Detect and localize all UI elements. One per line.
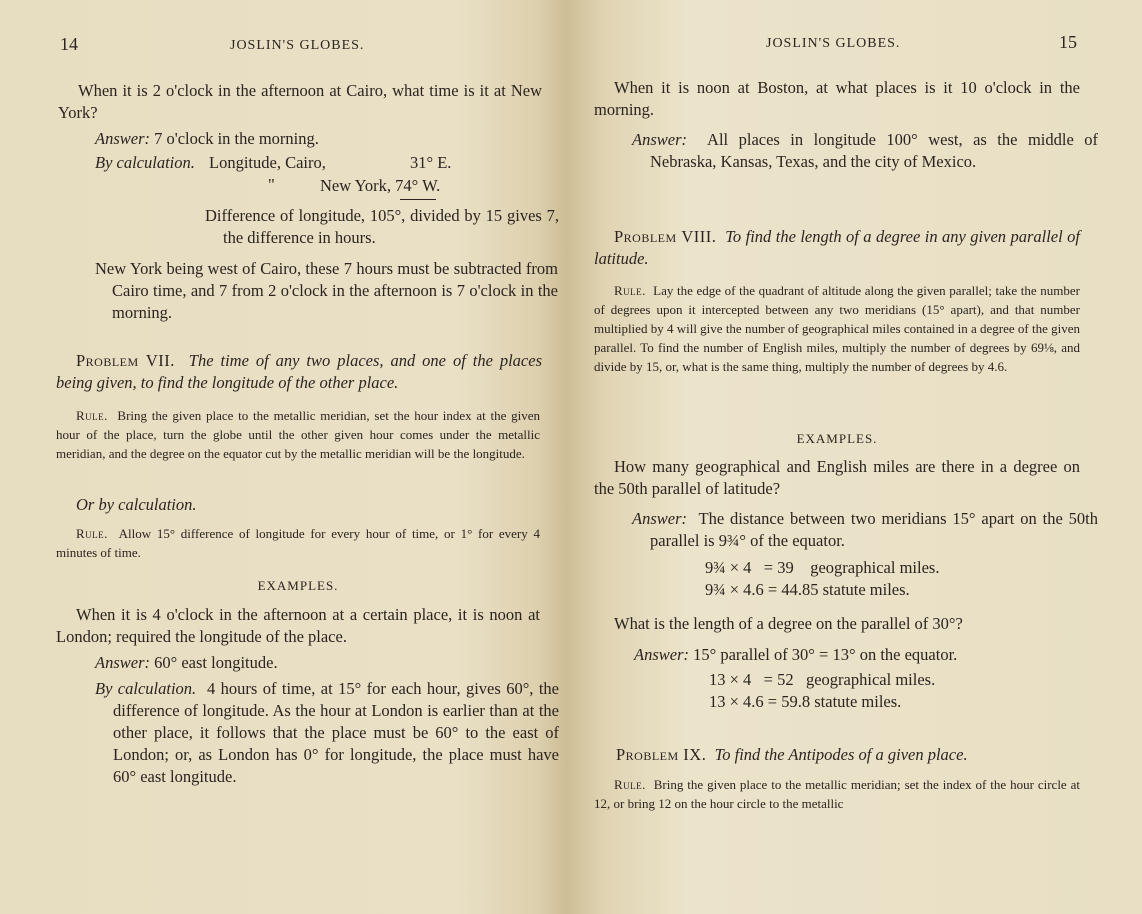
- question: When it is noon at Boston, at what places is it 10 o'clock in the morning.: [594, 78, 1080, 119]
- problem-title: To find the Antipodes of a given place.: [714, 745, 968, 764]
- rule-label: Rule.: [76, 408, 108, 423]
- problem-heading: [56, 350, 542, 394]
- rule-paragraph: [594, 775, 1080, 813]
- rule-label: Rule.: [76, 526, 108, 541]
- rule-text: Bring the given place to the metallic meridian, set the hour index at the given hour of the place, turn the globe until the other given hour comes under the metallic meridian, and the degree on the equator cut by the metallic meridian will be the longitude.: [56, 408, 541, 461]
- calc-value: 31° E.: [410, 153, 452, 172]
- question: When it is 2 o'clock in the afternoon at Cairo, what time is it at New York?: [58, 81, 542, 122]
- rule-text: Allow 15° difference of longitude for every hour of time, or 1° for every 4 minutes of time.: [56, 526, 540, 560]
- equation-line: 13 × 4 = 52 geographical miles.: [709, 670, 936, 689]
- left-page: [0, 0, 568, 914]
- problem-title: To find the length of a degree in any given parallel of latitude.: [594, 227, 1080, 268]
- rule-paragraph: [594, 281, 1080, 376]
- calculation-label: By calculation.: [95, 679, 197, 698]
- rule-label: Rule.: [614, 283, 646, 298]
- answer: [95, 652, 278, 674]
- examples-heading: EXAMPLES.: [257, 578, 339, 593]
- calculation-line: New York, 74° W.: [320, 176, 441, 195]
- answer-label: Answer:: [632, 130, 687, 149]
- question: When it is 4 o'clock in the afternoon at a certain place, it is noon at London; required the longitude of the place.: [56, 605, 540, 646]
- answer-text: 60° east longitude.: [154, 653, 278, 672]
- answer: [95, 128, 319, 150]
- running-head: JOSLIN'S GLOBES.: [230, 38, 365, 53]
- rule-paragraph: [56, 524, 540, 562]
- problem-heading: [616, 744, 1080, 766]
- answer-text: 15° parallel of 30° = 13° on the equator.: [693, 645, 958, 664]
- answer: [632, 508, 1098, 552]
- rule-paragraph: [56, 406, 540, 463]
- calc-place: Longitude, Cairo,: [209, 153, 326, 172]
- problem-heading: [594, 226, 1080, 270]
- answer-label: Answer:: [95, 653, 150, 672]
- rule-label: Rule.: [614, 777, 646, 792]
- answer-text: The distance between two meridians 15° apart on the 50th parallel is 9¾° of the equator.: [650, 509, 1099, 550]
- answer-label: Answer:: [632, 509, 687, 528]
- question: What is the length of a degree on the parallel of 30°?: [614, 614, 963, 633]
- answer-label: Answer:: [634, 645, 689, 664]
- calculation-text: 4 hours of time, at 15° for each hour, gives 60°, the difference of longitude. As the hour at London is earlier than at the other place, it follows that the place must be 60° to the east of London; or, as London has 0° for longitude, the place must have 60° east longitude.: [113, 679, 560, 786]
- underline-rule: [400, 199, 436, 200]
- examples-heading: EXAMPLES.: [796, 431, 878, 446]
- calculation-label: By calculation.: [95, 153, 195, 172]
- answer-text: 7 o'clock in the morning.: [154, 129, 319, 148]
- problem-title: The time of any two places, and one of the places being given, to find the longitude of the other place.: [56, 351, 543, 392]
- answer-label: Answer:: [95, 129, 150, 148]
- rule-text: Lay the edge of the quadrant of altitude along the given parallel; take the number of degrees upon it intercepted between any two meridians (15° apart), and that number multiplied by 4 will give the number of geographical miles contained in a degree of the given parallel. To find the number of English miles, multiply the number of degrees by 69⅛, and divide by 15, or, what is the same thing, multiply the number of degrees by 4.6.: [594, 283, 1080, 374]
- equation-line: 9¾ × 4.6 = 44.85 statute miles.: [705, 580, 910, 599]
- running-head: JOSLIN'S GLOBES.: [766, 36, 901, 51]
- calculation-note: New York being west of Cairo, these 7 hours must be subtracted from Cairo time, and 7 from 2 o'clock in the afternoon is 7 o'clock in the morning.: [95, 259, 558, 322]
- alternative-label: Or by calculation.: [76, 495, 197, 514]
- problem-label: Problem VIII.: [614, 227, 717, 246]
- problem-label: Problem IX.: [616, 745, 707, 764]
- ditto-mark: ": [268, 175, 275, 194]
- equation-line: 13 × 4.6 = 59.8 statute miles.: [709, 692, 902, 711]
- answer-text: All places in longitude 100° west, as the middle of Nebraska, Kansas, Texas, and the city of Mexico.: [650, 130, 1098, 171]
- answer: [632, 129, 1098, 173]
- calculation-result: Difference of longitude, 105°, divided by 15 gives 7, the difference in hours.: [205, 206, 559, 247]
- answer: [634, 644, 957, 666]
- alternative-heading: [76, 494, 197, 516]
- rule-text: Bring the given place to the metallic meridian; set the index of the hour circle at 12, or bring 12 on the hour circle to the metallic: [594, 777, 1081, 811]
- calculation-paragraph: [95, 678, 559, 788]
- page-number: 14: [60, 34, 78, 54]
- question: How many geographical and English miles are there in a degree on the 50th parallel of latitude?: [594, 457, 1080, 498]
- calculation-line: [95, 152, 565, 174]
- equation-line: 9¾ × 4 = 39 geographical miles.: [705, 558, 940, 577]
- problem-label: Problem VII.: [76, 351, 175, 370]
- page-number: 15: [1059, 32, 1077, 52]
- right-page: [572, 0, 1142, 914]
